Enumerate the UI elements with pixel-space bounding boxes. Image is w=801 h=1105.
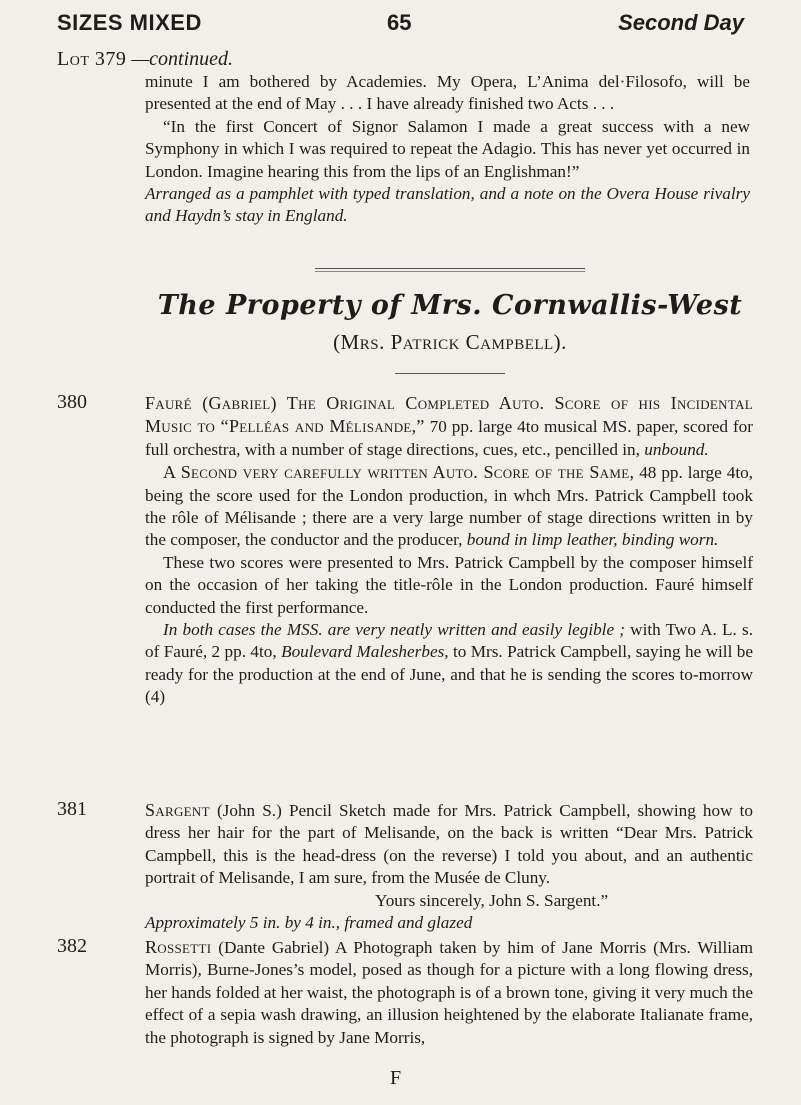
lot-379-heading (57, 48, 233, 71)
lot-379-body (145, 71, 750, 228)
lot-382-body (145, 936, 753, 1049)
property-title: The Property of Mrs. Cornwallis-West (157, 290, 743, 321)
lot-381-lead: Sargent (145, 800, 210, 820)
lot-380-para-2 (145, 461, 753, 552)
lot-380-second-lead: A Second very carefully written Auto. Score of the Same, (163, 462, 635, 483)
lot-379-para-3: Arranged as a pamphlet with typed translation, and a note on the Overa House rivalry and Haydn’s stay in England. (145, 184, 750, 226)
lot-382-para (145, 936, 753, 1049)
lot-number: 382 (57, 935, 87, 957)
short-divider (395, 373, 505, 374)
lot-380-letters-end: to Mrs. Patrick Campbell, saying he will be ready for the production at the end of June, and that he is sending the scores to-morrow (4) (145, 642, 753, 707)
signature-mark: F (390, 1067, 402, 1089)
lot-380-second-desc: 48 pp. large 4to, being the score used for the London production, in whch Mrs. Patrick Campbell took the rôle of Mélisande ; there are a very large number of stage directions written in by the composer, the conductor and the producer, (145, 463, 753, 550)
lot-380-address: Boulevard Malesherbes, (281, 642, 449, 662)
lot-379-para-2: “In the first Concert of Signor Salamon I made a great success with a new Symphony in which I was required to repeat the Adagio. This has never yet occurred in London. Imagine hearing this from the lips of an Englishman!” (145, 116, 750, 181)
lot-380-body (145, 392, 753, 709)
lot-380-para-1 (145, 392, 753, 461)
lot-number: 381 (57, 798, 87, 820)
lot-381-dimensions: Approximately 5 in. by 4 in., framed and glazed (145, 913, 473, 933)
lot-381-signature: Yours sincerely, John S. Sargent.” (375, 890, 609, 910)
header-section: SIZES MIXED (57, 10, 202, 35)
lot-382-lead: Rossetti (145, 937, 212, 957)
lot-label: Lot 379 (57, 48, 127, 70)
lot-380-letters: with Two A. L. s. of Fauré, 2 pp. 4to, (145, 620, 754, 662)
property-subtitle: (Mrs. Patrick Campbell). (333, 330, 567, 354)
lot-380-para-4 (145, 619, 753, 709)
lot-381-body (145, 799, 753, 934)
lot-382-desc: (Dante Gabriel) A Photograph taken by him of Jane Morris (Mrs. William Morris), Burne-Jones’s model, posed as though for a picture with a long flowing dress, her hands folded at her waist, the photograph is of a brown tone, giving it very much the effect of a sepia wash drawing, an illusion heightened by the elaborate Italianate frame, the photograph is signed by Jane Morris, (145, 938, 753, 1047)
header-day: Second Day (618, 10, 744, 35)
lot-number: 380 (57, 391, 87, 413)
continued-label: —continued. (131, 48, 234, 70)
lot-380-lead: Fauré (Gabriel) The Original Completed Auto. Score of his Incidental Music to “Pelléas and Mélisande,” (145, 393, 753, 437)
lot-379-para-1: minute I am bothered by Academies. My Opera, L’Anima del·Filosofo, will be presented at the end of May . . . I have already finished two Acts . . . (145, 72, 750, 114)
lot-380-note: In both cases the MSS. are very neatly written and easily legible ; (163, 620, 625, 640)
running-header (57, 10, 744, 44)
lot-380-para-3: These two scores were presented to Mrs. Patrick Campbell by the composer himself on the occasion of her taking the title-rôle in the London production. Fauré himself conducted the first performance. (145, 552, 753, 617)
lot-381-desc: (John S.) Pencil Sketch made for Mrs. Patrick Campbell, showing how to dress her hair for the part of Melisande, on the back is written “Dear Mrs. Patrick Campbell, this is the head-dress (on the reverse) I told you about, and an authentic portrait of Melisande, I am sure, from the Musée de Cluny. (145, 801, 753, 888)
lot-380-desc: 70 pp. large 4to musical MS. paper, scored for full orchestra, with a number of stage directions, cues, etc., pencilled in, (145, 417, 753, 459)
divider-rule-double (315, 271, 585, 272)
lot-380-binding: unbound. (644, 439, 709, 459)
divider-rule (315, 268, 585, 269)
page-number: 65 (387, 10, 412, 35)
lot-381-para (145, 799, 753, 890)
lot-380-second-binding: bound in limp leather, binding worn. (466, 530, 719, 550)
